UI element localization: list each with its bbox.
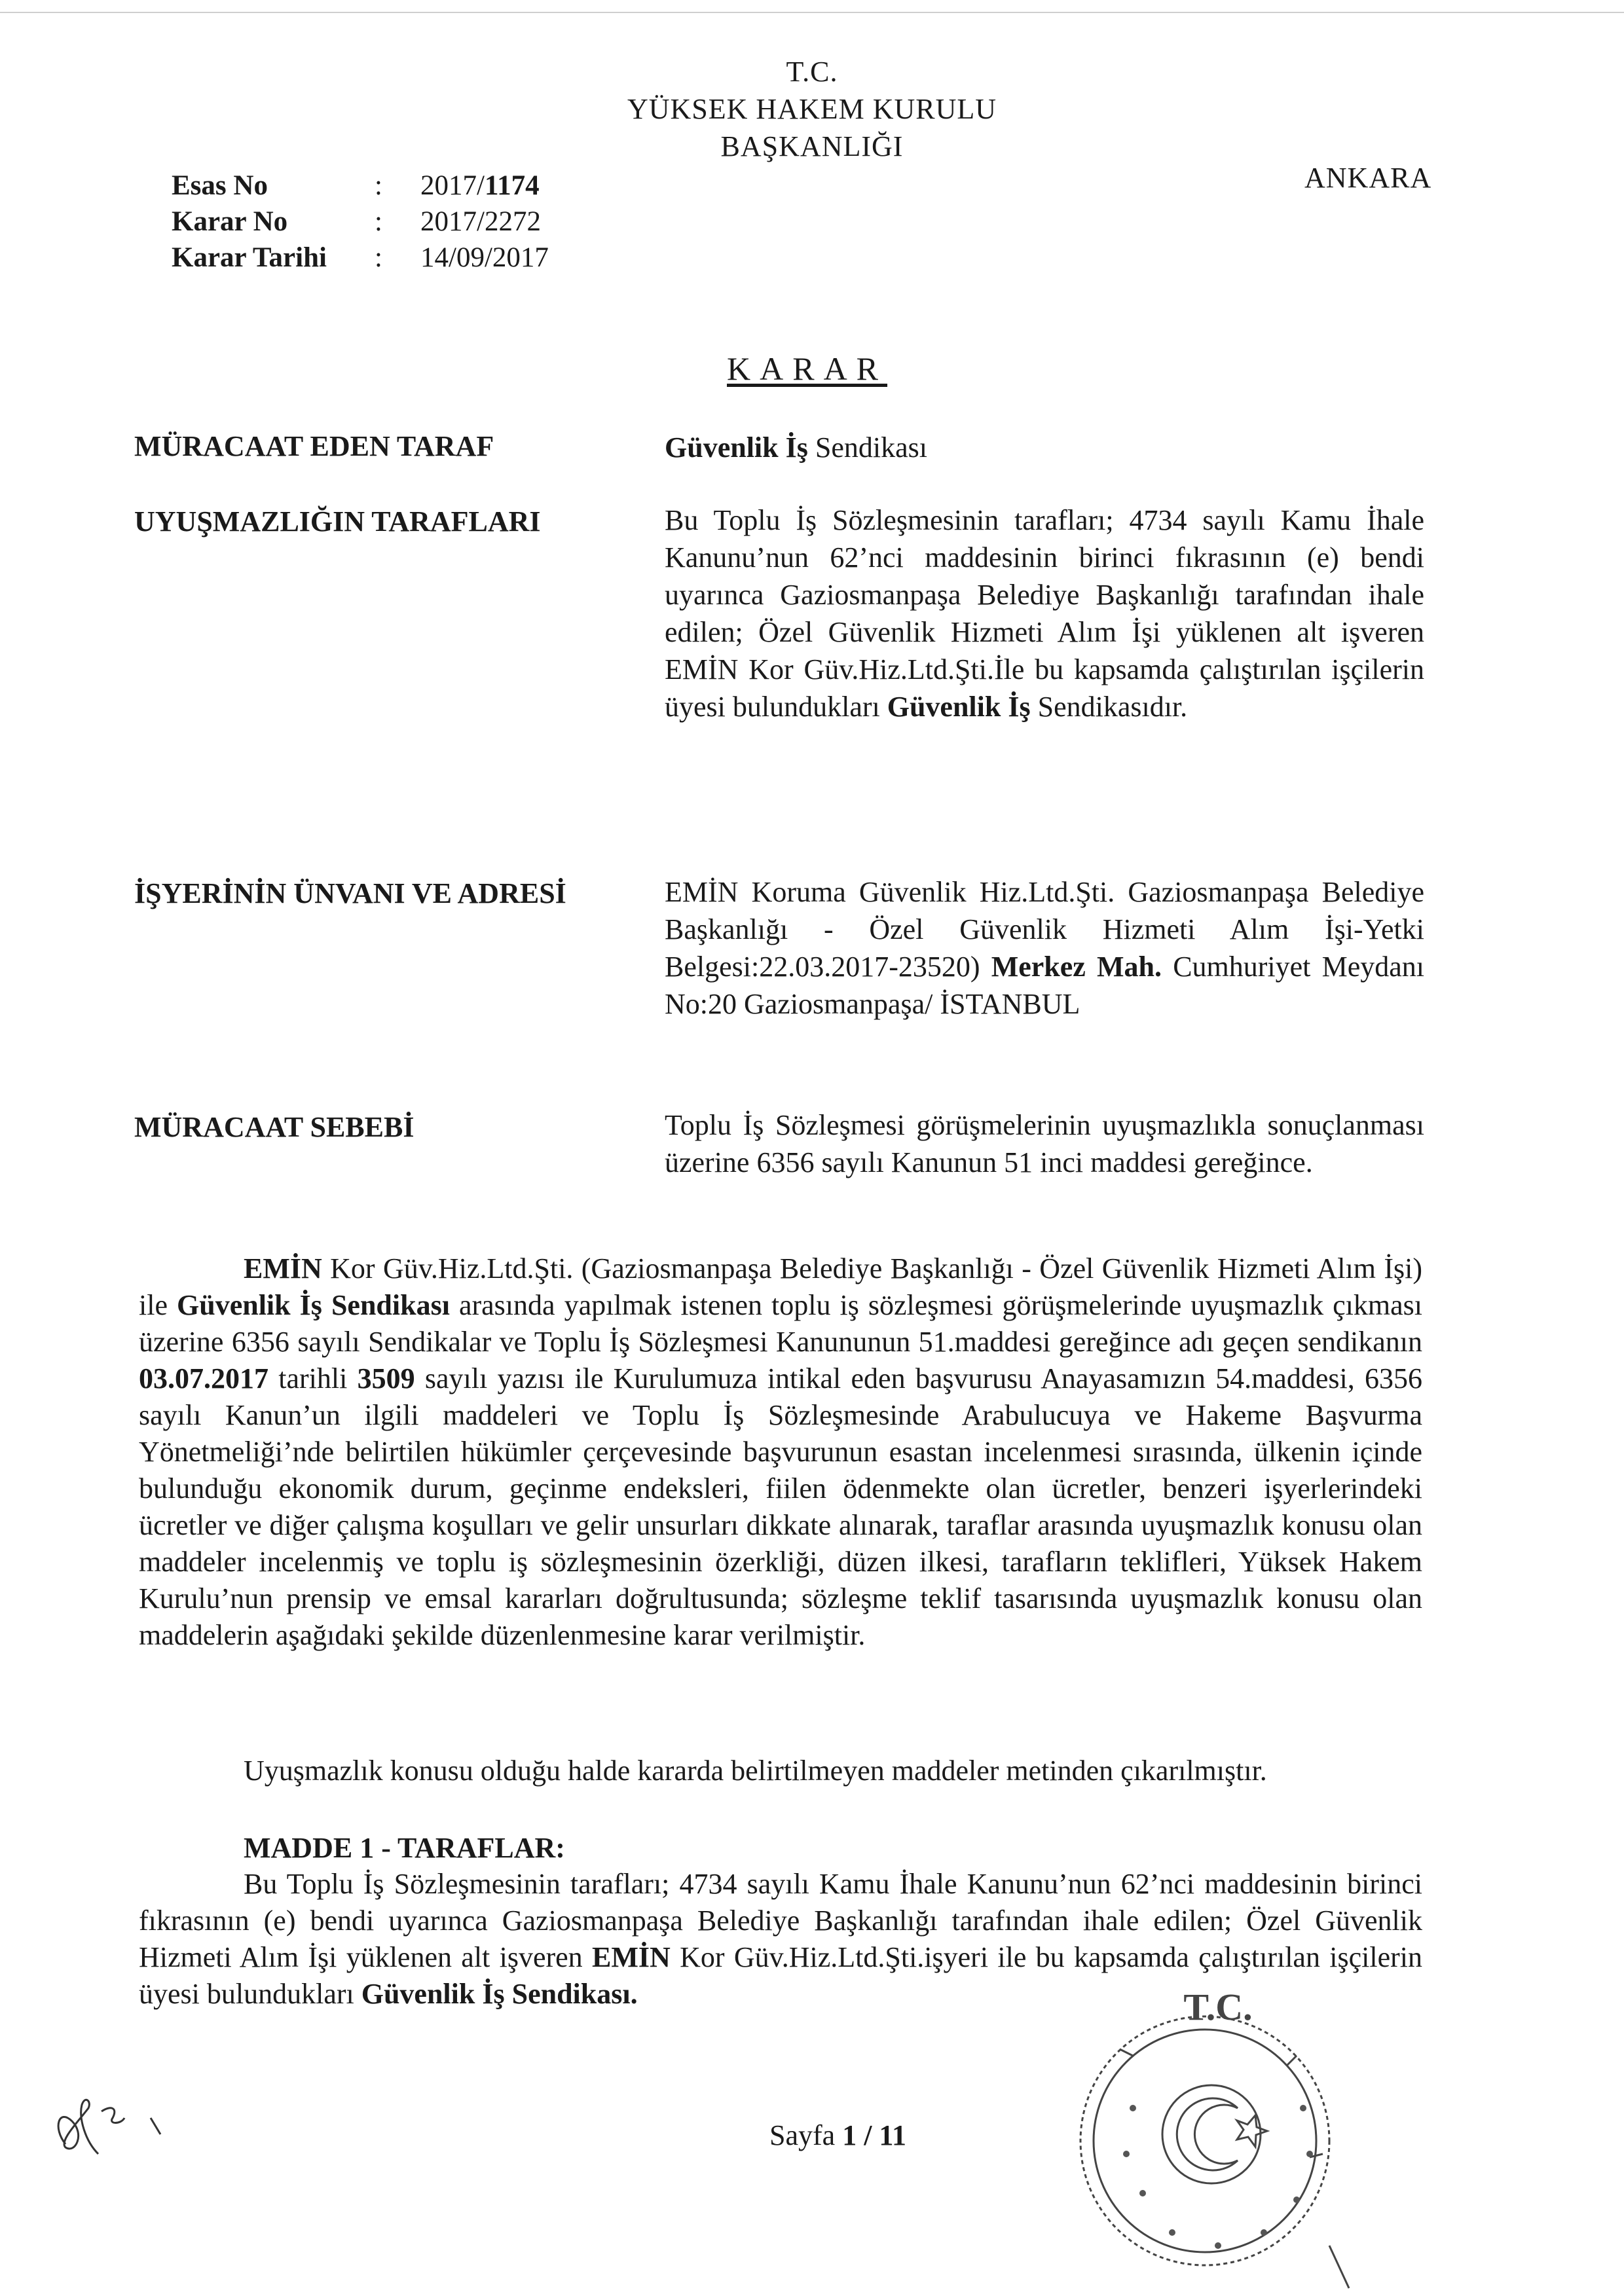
meta-tarih-value: 14/09/2017 [420,242,549,273]
meta-karar-sep: : [375,206,382,237]
section-label-isyeri: İŞYERİNİN ÜNVANI VE ADRESİ [134,877,566,909]
official-seal [1022,1958,1414,2291]
section-value-taraflar: Bu Toplu İş Sözleşmesinin tarafları; 4734 sayılı Kamu İhale Kanunu’nun 62’nci maddesinin birinci fıkrasının (e) bendi uyarınca Gaziosmanpaşa Belediye Başkanlığı tarafından ihale edilen; Özel Güvenlik Hizmeti Alım İşi yüklenen alt işveren EMİN Kor Güv.Hiz.Ltd.Şti.İle bu kapsamda çalıştırılan işçilerin üyesi bulundukları Güvenlik İş Sendikasıdır. [665,504,1424,723]
meta-karar-label: Karar No [172,206,288,237]
meta-tarih-label: Karar Tarihi [172,242,327,273]
seal-text: T.C. [1183,1986,1253,2028]
article-1-title: MADDE 1 - TARAFLAR: [244,1832,565,1864]
article-1-text: Bu Toplu İş Sözleşmesinin tarafları; 4734 sayılı Kamu İhale Kanunu’nun 62’nci maddesinin birinci fıkrasının (e) bendi uyarınca Gaziosmanpaşa Belediye Başkanlığı tarafından ihale edilen; Özel Güvenlik Hizmeti Alım İşi yüklenen alt işveren EMİN Kor Güv.Hiz.Ltd.Şti.işyeri ile bu kapsamda çalıştırılan işçilerin üyesi bulundukları Güvenlik İş Sendikası. [139,1868,1422,2010]
header-tc: T.C. [786,56,838,88]
section-label-muracaat-eden: MÜRACAAT EDEN TARAF [134,430,494,462]
section-value-isyeri: EMİN Koruma Güvenlik Hiz.Ltd.Şti. Gaziosmanpaşa Belediye Başkanlığı - Özel Güvenlik Hizmeti Alım İşi-Yetki Belgesi:22.03.2017-23520) Merkez Mah. Cumhuriyet Meydanı No:20 Gaziosmanpaşa/ İSTANBUL [665,876,1424,1020]
handwritten-initials [39,2082,170,2187]
section-value-sebep: Toplu İş Sözleşmesi görüşmelerinin uyuşmazlıkla sonuçlanması üzerine 6356 sayılı Kanunun 51 inci maddesi gereğince. [665,1109,1424,1178]
section-value-muracaat-eden: Güvenlik İş Sendikası [665,431,927,464]
meta-karar-value: 2017/2272 [420,206,541,237]
scan-edge-line [0,12,1624,13]
page-number: Sayfa 1 / 11 [769,2119,906,2151]
meta-esas-value: 2017/1174 [420,170,540,201]
body-paragraph-2: Uyuşmazlık konusu olduğu halde kararda belirtilmeyen maddeler metinden çıkarılmıştır. [244,1755,1267,1787]
body-paragraph-1: EMİN Kor Güv.Hiz.Ltd.Şti. (Gaziosmanpaşa Belediye Başkanlığı - Özel Güvenlik Hizmeti Alım İşi) ile Güvenlik İş Sendikası arasında yapılmak istenen toplu iş sözleşmesi görüşmelerinde uyuşmazlık çıkması üzerine 6356 sayılı Sendikalar ve Toplu İş Sözleşmesi Kanununun 51.maddesi gereğince adı geçen sendikanın 03.07.2017 tarihli 3509 sayılı yazısı ile Kurulumuza intikal eden başvurusu Anayasamızın 54.maddesi, 6356 sayılı Kanun’un ilgili maddeleri ve Toplu İş Sözleşmesinde Arabulucuya ve Hakeme Başvurma Yönetmeliği’nde belirtilen hükümler çerçevesinde başvurunun esastan incelenmesi sırasında, ülkenin içinde bulunduğu ekonomik durum, geçinme endeksleri, fiilen ödenmekte olan ücretler, benzeri işyerlerindeki ücretler ve diğer çalışma koşulları ve gelir unsurları dikkate alınarak, taraflar arasında uyuşmazlık konusu olan maddeler incelenmiş ve toplu iş sözleşmesinin özerkliği, düzen ilkesi, tarafların teklifleri, Yüksek Hakem Kurulu’nun prensip ve emsal kararları doğrultusunda; sözleşme teklif tasarısında uyuşmazlık konusu olan maddelerin aşağıdaki şekilde düzenlenmesine karar verilmiştir. [139,1252,1422,1651]
header-baskanlik: BAŞKANLIĞI [720,130,904,162]
meta-esas-label: Esas No [172,170,268,201]
meta-tarih-sep: : [375,242,382,273]
header-institution: YÜKSEK HAKEM KURULU [627,93,997,125]
header-city: ANKARA [1304,162,1432,194]
document-title: KARAR [727,350,888,387]
section-label-taraflar: UYUŞMAZLIĞIN TARAFLARI [134,505,541,538]
meta-esas-sep: : [375,170,382,201]
section-label-sebep: MÜRACAAT SEBEBİ [134,1111,415,1143]
